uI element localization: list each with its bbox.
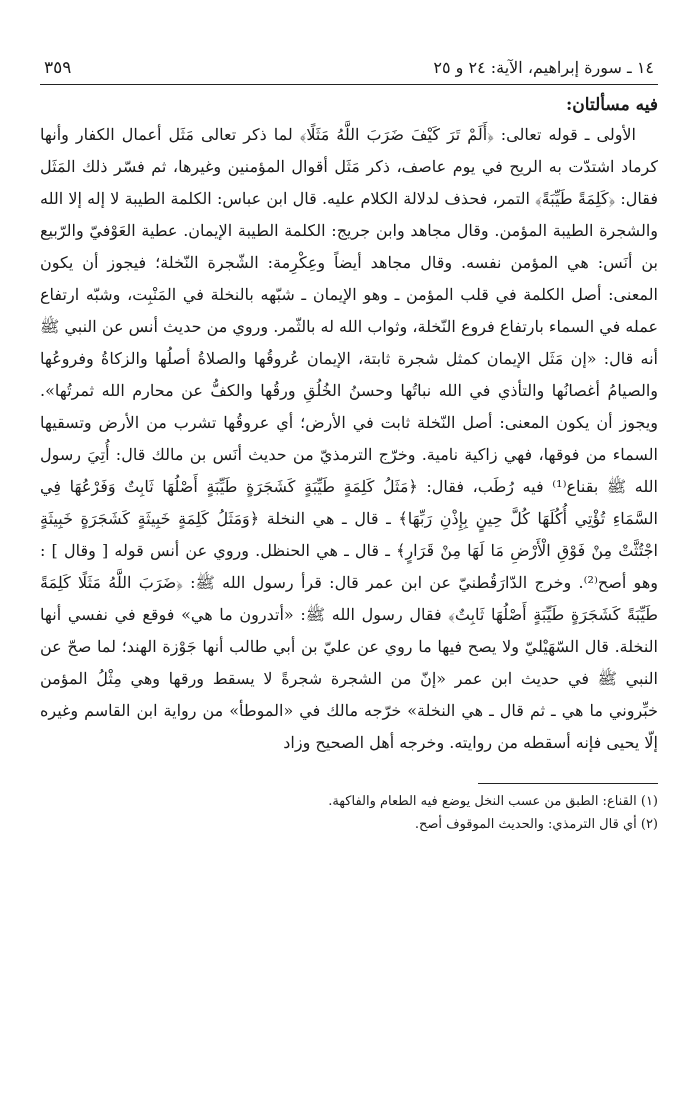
page-header [40, 58, 658, 84]
running-title: ١٤ ـ سورة إبراهيم، الآية: ٢٤ و ٢٥ [433, 58, 654, 77]
body-paragraph: الأولى ـ قوله تعالى: ﴿أَلَمْ تَرَ كَيْفَ ضَرَبَ اللَّهُ مَثَلًا﴾ لما ذكر تعالى مَثَل أعمال الكفار وأنها كرماد اشتدّت به الريح في يوم عاصف، ذكر مَثَل أقوال المؤمنين وغيرها، ثم فسّر ذلك المَثَل فقال: ﴿كَلِمَةً طَيِّبَةً﴾ التمر، فحذف لدلالة الكلام عليه. قال ابن عباس: الكلمة الطيبة لا إله إلا الله والشجرة الطيبة المؤمن. وقال مجاهد وابن جريج: الكلمة الطيبة الإيمان. عطية العَوْفيّ والرّبيع بن أنَس: هي المؤمن نفسه. وقال مجاهد أيضاً وعِكْرِمة: الشّجرة النّخلة؛ فيجوز أن يكون المعنى: أصل الكلمة في قلب المؤمن ـ وهو الإيمان ـ شبّهه بالنخلة في المَنْبِت، وشبّه ارتفاع عمله في السماء بارتفاع فروع النّخلة، وثواب الله له بالثّمر. وروي من حديث أنس عن النبي ﷺ أنه قال: «إن مَثَل الإيمان كمثل شجرة ثابتة، الإيمان عُروقُها والصلاةُ أصلُها والزكاةُ وفروعُها والصيامُ أغصانُها والتأذي في الله نباتُها وحسنُ الخُلُقِ ورقُها والكفُّ عن محارم الله ثمرتُها». ويجوز أن يكون المعنى: أصل النّخلة ثابت في الأرض؛ أي عروقُها تشرب من الأرض وتسقيها السماء من فوقها، فهي زاكية نامية. وخرّج الترمذيّ من حديث أنَس بن مالك قال: أُتِيَ رسول الله ﷺ بقناع⁽¹⁾ فيه رُطَب، فقال: ﴿مَثَلُ كَلِمَةٍ طَيِّبَةٍ كَشَجَرَةٍ طَيِّبَةٍ أَصْلُهَا ثَابِتٌ وَفَرْعُهَا فِي السَّمَاءِ تُؤْتِي أُكُلَهَا كُلَّ حِينٍ بِإِذْنِ رَبِّهَا﴾ ـ قال ـ هي النخلة ﴿وَمَثَلُ كَلِمَةٍ خَبِيثَةٍ كَشَجَرَةٍ خَبِيثَةٍ اجْتُثَّتْ مِنْ فَوْقِ الْأَرْضِ مَا لَهَا مِنْ قَرَارٍ﴾ ـ قال ـ هي الحنظل. وروي عن أنس قوله [ وقال ] : وهو أصح⁽²⁾. وخرج الدّارَقُطنيّ عن ابن عمر قال: قرأ رسول الله ﷺ: ﴿ضَرَبَ اللَّهُ مَثَلًا كَلِمَةً طَيِّبَةً كَشَجَرَةٍ طَيِّبَةٍ أَصْلُهَا ثَابِتٌ﴾ فقال رسول الله ﷺ: «أتدرون ما هي» فوقع في نفسي أنها النخلة. قال السّهَيْليّ ولا يصح فيها ما روي عن عليّ بن أبي طالب أنها جَوْزة الهند؛ لما صحّ عن النبي ﷺ في حديث ابن عمر «إنّ من الشجرة شجرةً لا يسقط ورقها وهي مِثْلُ المؤمن خبِّروني ما هي ـ ثم قال ـ هي النخلة» خرّجه مالك في «الموطأ» من رواية ابن القاسم وغيره إلّا يحيى فإنه أسقطه من روايته. وخرجه أهل الصحيح وزاد [40, 125, 659, 752]
header-rule [40, 84, 658, 85]
footnote-1: (١) القناع: الطبق من عسب النخل يوضع فيه الطعام والفاكهة. [328, 794, 658, 809]
body-text [40, 119, 658, 759]
page-number: ٣٥٩ [44, 58, 72, 78]
footnotes [40, 790, 658, 836]
footnote-rule [478, 783, 658, 784]
footnote-2: (٢) أي قال الترمذي: والحديث الموقوف أصح. [414, 817, 658, 832]
section-heading: فيه مسألتان: [566, 95, 658, 115]
